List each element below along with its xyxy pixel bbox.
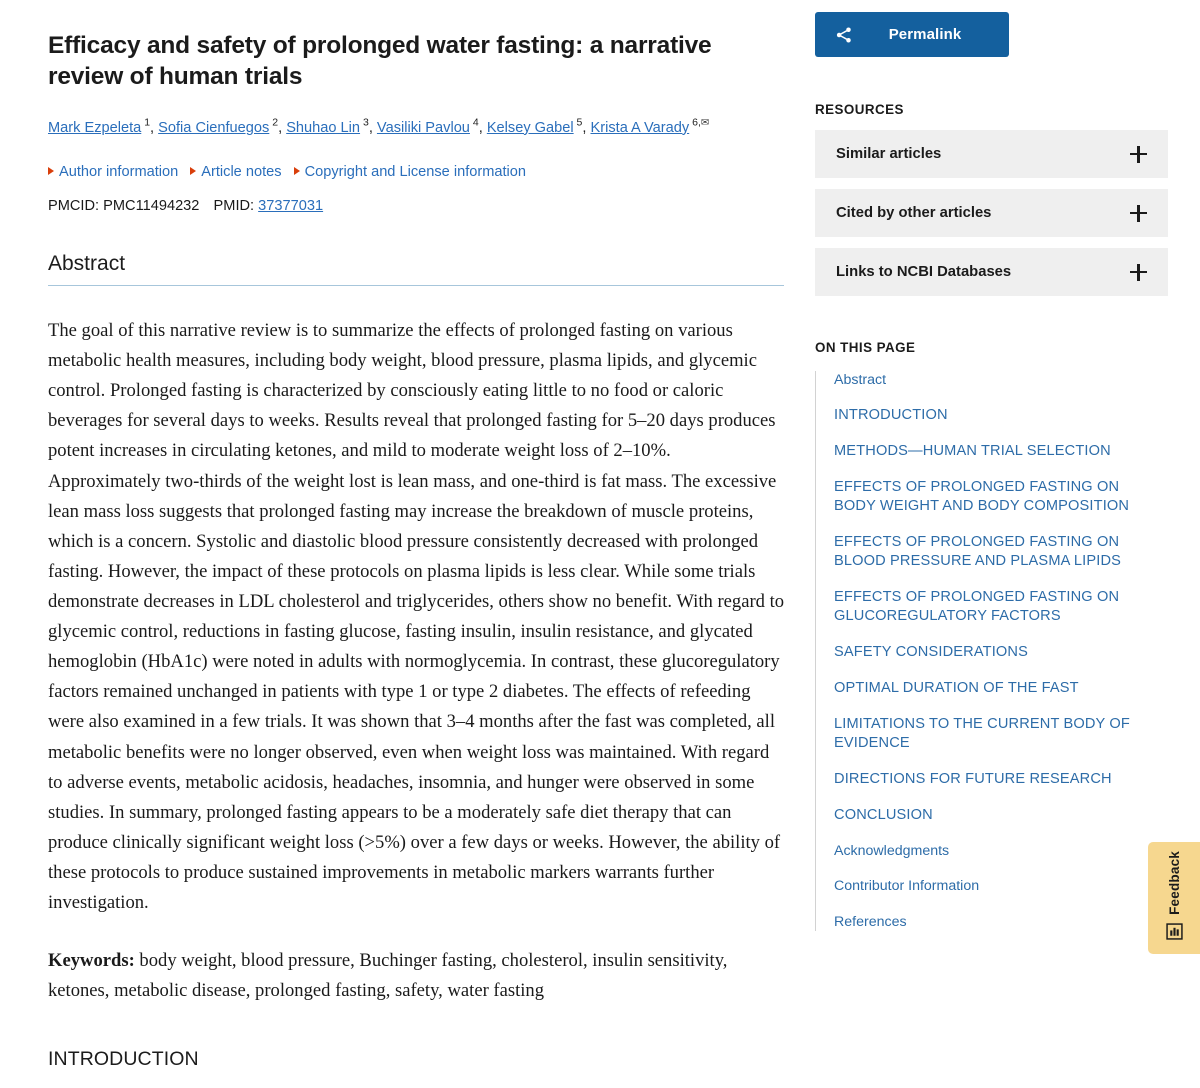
toc-link[interactable]: References xyxy=(834,913,907,930)
toc-link[interactable]: EFFECTS OF PROLONGED FASTING ON BLOOD PRESSURE AND PLASMA LIPIDS xyxy=(834,534,1122,570)
pmid-label: PMID: xyxy=(213,198,255,215)
resource-accordion[interactable] xyxy=(815,189,1168,237)
author-affiliation-superscript: 2 xyxy=(269,116,279,129)
author-affiliation-superscript: 1 xyxy=(141,116,151,129)
meta-link-label: Article notes xyxy=(201,164,282,181)
permalink-label: Permalink xyxy=(888,26,962,43)
permalink-button[interactable] xyxy=(815,12,1009,57)
page-title: Efficacy and safety of prolonged water fasting: a narrative review of human trials xyxy=(48,32,712,91)
meta-link-label: Author information xyxy=(59,164,179,181)
toc-link[interactable]: Abstract xyxy=(834,372,887,388)
author-link[interactable]: Vasiliki Pavlou xyxy=(376,119,470,136)
abstract-heading: Abstract xyxy=(48,252,784,286)
author-affiliation-superscript: 3 xyxy=(360,116,369,129)
feedback-tab[interactable] xyxy=(1148,842,1200,954)
plus-icon[interactable] xyxy=(1130,264,1147,281)
pmcid-value: PMC11494232 xyxy=(103,198,200,215)
author-link[interactable]: Sofia Cienfuegos xyxy=(158,119,270,136)
resource-accordion[interactable] xyxy=(815,130,1168,178)
article-identifiers xyxy=(48,198,784,214)
author-separator: , xyxy=(368,119,377,136)
resources-title: RESOURCES xyxy=(815,102,904,117)
expand-triangle-icon xyxy=(190,167,196,175)
article-meta-links xyxy=(48,162,784,184)
abstract-text: The goal of this narrative review is to summarize the effects of prolonged fasting on various metabolic health measures, including body weight, blood pressure, plasma lipids, and glycemic control. Prolonged fasting is characterized by consciously eating little to no food or caloric beverages for several days to weeks. Results reveal that prolonged fasting for 5–20 days produces potent increases in circulating ketones, and mild to moderate weight loss of 2–10%. Approximately two-thirds of the weight lost is lean mass, and one-third is fat mass. The excessive lean mass loss suggests that prolonged fasting may increase the breakdown of muscle proteins, which is a concern. Systolic and diastolic blood pressure consistently decreased with prolonged fasting. However, the impact of these protocols on plasma lipids is less clear. While some trials demonstrate decreases in LDL cholesterol and triglycerides, others show no benefit. With regard to glycemic control, reductions in fasting glucose, fasting insulin, insulin resistance, and glycated hemoglobin (HbA1c) were noted in adults with normoglycemia. In contrast, these glucoregulatory factors remained unchanged in patients with type 1 or type 2 diabetes. The effects of refeeding were also examined in a few trials. It was shown that 3–4 months after the fast was completed, all metabolic benefits were no longer observed, even when weight loss was maintained. With regard to adverse events, metabolic acidosis, headaches, insomnia, and hunger were observed in some studies. In summary, prolonged fasting appears to be a moderately safe diet therapy that can produce clinically significant weight loss (>5%) over a few days or weeks. However, the ability of these protocols to produce sustained improvements in metabolic markers warrants further investigation. xyxy=(48,320,785,914)
plus-icon[interactable] xyxy=(1130,205,1147,222)
author-link[interactable]: Krista A Varady xyxy=(590,119,690,136)
author-affiliation-superscript: 5 xyxy=(573,116,583,129)
author-link[interactable]: Kelsey Gabel xyxy=(486,119,574,136)
plus-icon[interactable] xyxy=(1130,146,1147,163)
resource-accordion-label: Similar articles xyxy=(836,146,942,162)
toc-link[interactable]: EFFECTS OF PROLONGED FASTING ON BODY WEIGHT AND BODY COMPOSITION xyxy=(834,479,1130,515)
expand-triangle-icon xyxy=(48,167,54,175)
author-affiliation-superscript: 6, xyxy=(689,116,701,129)
resource-accordion-label: Cited by other articles xyxy=(836,205,992,221)
article-main-column xyxy=(48,0,784,1088)
keywords-text: body weight, blood pressure, Buchinger fasting, cholesterol, insulin sensitivity, ketones, metabolic disease, prolonged fasting, safety, water fasting xyxy=(48,950,728,1002)
expand-triangle-icon xyxy=(294,167,300,175)
resource-accordion[interactable] xyxy=(815,248,1168,296)
pmid-link[interactable]: 37377031 xyxy=(258,198,324,215)
author-separator: , xyxy=(478,119,487,136)
keywords-label: Keywords: xyxy=(48,950,135,972)
resource-accordion-label: Links to NCBI Databases xyxy=(836,264,1012,280)
toc-link[interactable]: LIMITATIONS TO THE CURRENT BODY OF EVIDENCE xyxy=(834,716,1130,752)
chart-icon xyxy=(1166,923,1183,940)
meta-link-label: Copyright and License information xyxy=(304,164,527,181)
toc-link[interactable]: OPTIMAL DURATION OF THE FAST xyxy=(834,680,1079,697)
toc-link[interactable]: METHODS—HUMAN TRIAL SELECTION xyxy=(834,443,1111,460)
author-list xyxy=(48,115,784,138)
keywords-block xyxy=(48,946,786,1006)
on-this-page-nav xyxy=(815,371,1175,931)
meta-link[interactable] xyxy=(294,164,526,180)
pmcid-label: PMCID: xyxy=(48,198,100,215)
toc-link[interactable]: DIRECTIONS FOR FUTURE RESEARCH xyxy=(834,771,1112,788)
meta-link[interactable] xyxy=(48,164,178,180)
resources-accordion-list xyxy=(815,130,1175,296)
meta-link[interactable] xyxy=(190,164,281,180)
toc-link[interactable]: SAFETY CONSIDERATIONS xyxy=(834,644,1028,661)
author-separator: , xyxy=(150,119,159,136)
toc-link[interactable]: INTRODUCTION xyxy=(834,407,948,424)
toc-link[interactable]: CONCLUSION xyxy=(834,807,933,824)
on-this-page-title: ON THIS PAGE xyxy=(815,340,916,355)
toc-link[interactable]: Contributor Information xyxy=(834,878,980,895)
author-affiliation-superscript: 4 xyxy=(469,116,479,129)
author-link[interactable]: Mark Ezpeleta xyxy=(48,119,142,136)
toc-link[interactable]: Acknowledgments xyxy=(834,843,950,860)
author-separator: , xyxy=(278,119,287,136)
introduction-heading: INTRODUCTION xyxy=(48,1048,199,1071)
author-link[interactable]: Shuhao Lin xyxy=(286,119,361,136)
feedback-label: Feedback xyxy=(1166,851,1182,915)
article-sidebar xyxy=(815,0,1175,948)
author-separator: , xyxy=(582,119,591,136)
toc-link[interactable]: EFFECTS OF PROLONGED FASTING ON GLUCOREGULATORY FACTORS xyxy=(834,589,1120,625)
share-icon xyxy=(835,26,853,44)
envelope-icon[interactable]: ✉ xyxy=(700,117,710,129)
